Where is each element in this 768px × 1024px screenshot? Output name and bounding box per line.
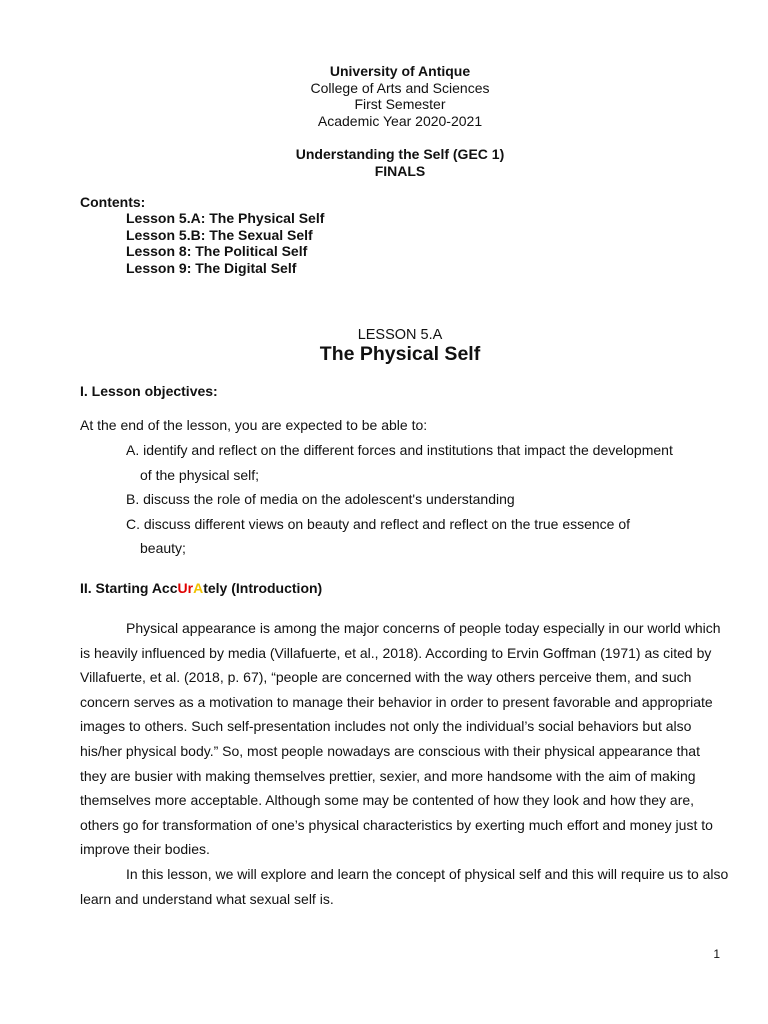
objectives-list	[126, 438, 673, 561]
paragraph-line: they are busier with making themselves prettier, sexier, and more handsome with the aim of making	[80, 767, 696, 784]
objectives-heading: I. Lesson objectives:	[80, 383, 218, 399]
objective-item: B. discuss the role of media on the adolescent's understanding	[126, 491, 515, 507]
objective-item-continuation: of the physical self;	[140, 466, 260, 483]
university-name: University of Antique	[329, 63, 471, 79]
heading-highlight-red: r	[187, 580, 194, 596]
academic-year: Academic Year 2020-2021	[317, 112, 483, 129]
page-number: 1	[713, 947, 720, 961]
contents-title: Contents:	[80, 194, 146, 210]
contents-list	[126, 210, 324, 276]
heading-highlight-yellow: A	[193, 580, 204, 596]
objective-item-continuation: beauty;	[140, 540, 186, 556]
contents-item: Lesson 5.A: The Physical Self	[126, 210, 325, 226]
course-title: Understanding the Self (GEC 1)	[295, 146, 505, 162]
heading-text: II. Starting Acc	[80, 580, 178, 596]
paragraph-line: improve their bodies.	[80, 841, 210, 858]
contents-item: Lesson 8: The Political Self	[126, 243, 308, 260]
paragraph-line: In this lesson, we will explore and learn the concept of physical self and this will require us to also	[126, 865, 729, 882]
semester: First Semester	[354, 96, 446, 112]
document-header	[0, 63, 768, 129]
heading-highlight-red: U	[177, 580, 188, 596]
introduction-paragraph	[80, 616, 729, 911]
paragraph-line: images to others. Such self-presentation includes not only the individual’s social behaviors but also	[80, 718, 692, 735]
paragraph-line: Villafuerte, et al. (2018, p. 67), “people are concerned with the way others perceive them, and such	[80, 669, 692, 686]
paragraph-line: Physical appearance is among the major concerns of people today especially in our world which	[126, 620, 721, 636]
contents-item: Lesson 9: The Digital Self	[126, 259, 297, 276]
objective-item: A. identify and reflect on the different forces and institutions that impact the development	[126, 442, 673, 458]
introduction-heading	[80, 580, 322, 596]
paragraph-line: themselves more acceptable. Although some may be contented of how they look and how they are,	[80, 792, 695, 809]
term-label: FINALS	[374, 162, 426, 179]
college-name: College of Arts and Sciences	[310, 79, 490, 96]
heading-text: tely (Introduction)	[203, 580, 323, 596]
course-header	[0, 146, 768, 179]
objectives-intro: At the end of the lesson, you are expected to be able to:	[80, 417, 428, 433]
lesson-label: LESSON 5.A	[357, 327, 443, 343]
paragraph-line: his/her physical body.” So, most people nowadays are conscious with their physical appearance that	[80, 742, 700, 759]
objective-item: C. discuss different views on beauty and reflect and reflect on the true essence of	[126, 515, 631, 532]
paragraph-line: others go for transformation of one’s physical characteristics by exerting much effort and money just to	[80, 816, 713, 833]
lesson-title: The Physical Self	[319, 343, 481, 365]
contents-item: Lesson 5.B: The Sexual Self	[126, 226, 313, 243]
paragraph-line: is heavily influenced by media (Villafuerte, et al., 2018). According to Ervin Goffman (1971) as cited by	[80, 644, 712, 661]
paragraph-line: learn and understand what sexual self is.	[80, 890, 334, 907]
paragraph-line: concern serves as a motivation to manage their behavior in order to present favorable and appropriate	[80, 693, 713, 710]
